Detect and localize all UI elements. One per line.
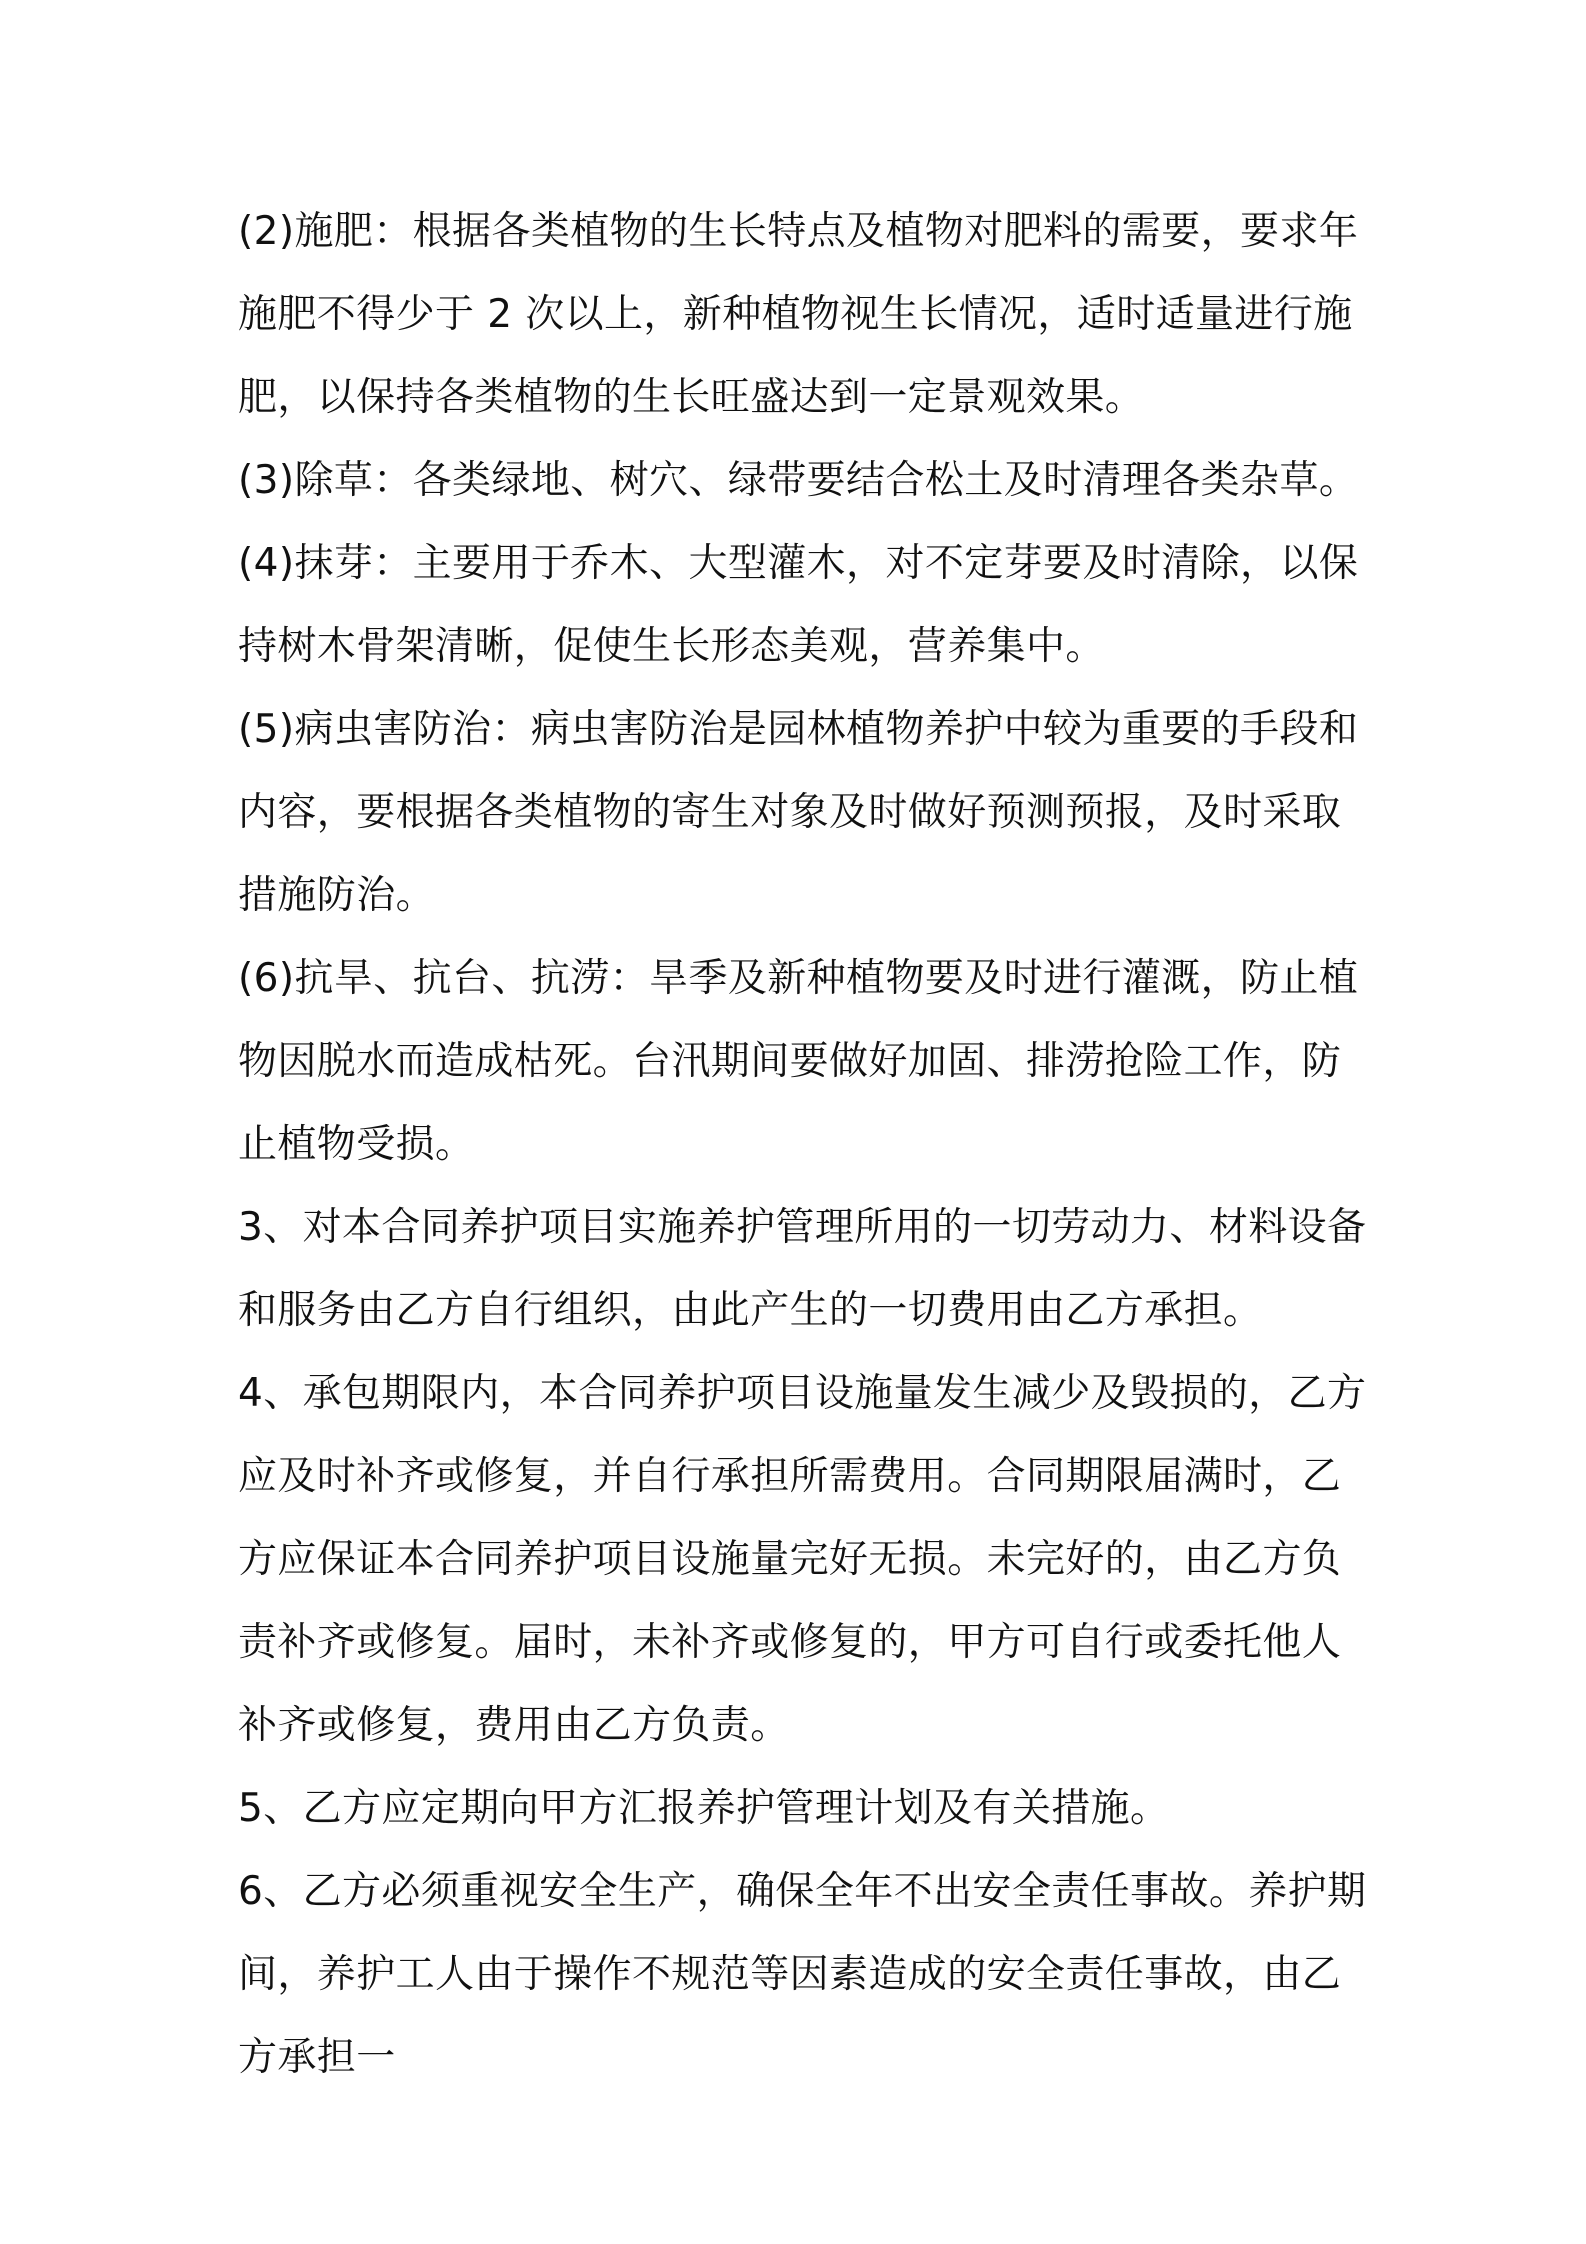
paragraph-fertilizing: (2)施肥：根据各类植物的生长特点及植物对肥料的需要，要求年施肥不得少于 2 次以上，新种植物视生长情况，适时适量进行施肥，以保持各类植物的生长旺盛达到一定景观效果。 [238,209,1359,420]
paragraph-pest-control: (5)病虫害防治：病虫害防治是园林植物养护中较为重要的手段和内容，要根据各类植物的寄生对象及时做好预测预报，及时采取措施防治。 [238,707,1359,918]
paragraph-clause-4: 4、承包期限内，本合同养护项目设施量发生减少及毁损的，乙方应及时补齐或修复，并自行承担所需费用。合同期限届满时，乙方应保证本合同养护项目设施量完好无损。未完好的，由乙方负责补齐或修复。届时，未补齐或修复的，甲方可自行或委托他人补齐或修复，费用由乙方负责。 [238,1371,1367,1748]
paragraph-drought-typhoon-flood: (6)抗旱、抗台、抗涝：旱季及新种植物要及时进行灌溉，防止植物因脱水而造成枯死。台汛期间要做好加固、排涝抢险工作，防止植物受损。 [238,956,1359,1167]
paragraph-clause-3: 3、对本合同养护项目实施养护管理所用的一切劳动力、材料设备和服务由乙方自行组织，由此产生的一切费用由乙方承担。 [238,1205,1367,1333]
paragraph-weeding: (3)除草：各类绿地、树穴、绿带要结合松土及时清理各类杂草。 [238,458,1359,503]
paragraph-clause-6: 6、乙方必须重视安全生产，确保全年不出安全责任事故。养护期间，养护工人由于操作不规范等因素造成的安全责任事故，由乙方承担一 [238,1869,1367,2080]
paragraph-clause-5: 5、乙方应定期向甲方汇报养护管理计划及有关措施。 [238,1786,1170,1831]
document-body [238,190,1368,2099]
paragraph-bud-removal: (4)抹芽：主要用于乔木、大型灌木，对不定芽要及时清除，以保持树木骨架清晰，促使生长形态美观，营养集中。 [238,541,1359,669]
